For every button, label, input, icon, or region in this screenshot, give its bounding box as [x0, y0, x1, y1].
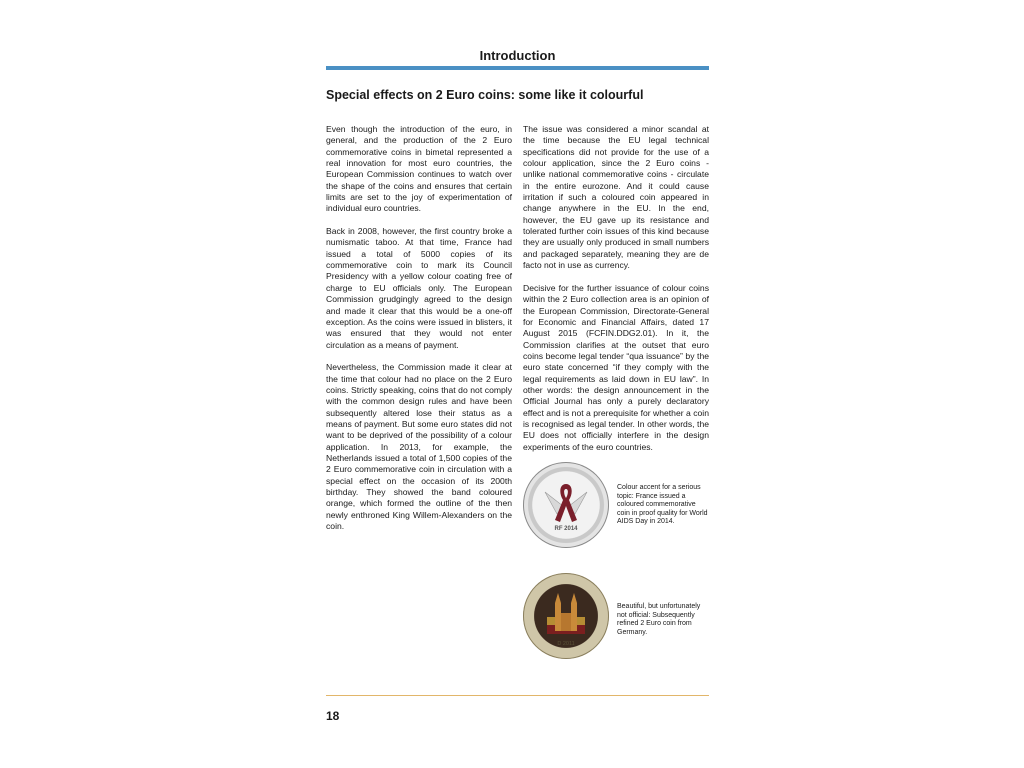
germany-cologne-coin-image	[523, 573, 609, 659]
figure-caption: Colour accent for a serious topic: France issued a coloured commemorative coin in proof quality for World AIDS Day in 2014.	[617, 484, 708, 526]
paragraph: Decisive for the further issuance of colour coins within the 2 Euro collection area is an opinion of the European Commission, Directorate-General for Economic and Financial Affairs, dated 17 August 2015 (FCFIN.DDG2.01). In it, the Commission clarifies at the outset that euro coins become legal tender “qua issuance” by the euro state concerned “if they comply with the legal requirements as laid down in EU law”. In other words: the design announcement in the Official Journal has only a purely declaratory effect and is not a prerequisite for whether a coin is recognised as legal tender. In other words, the EU does not officially interfere in the design experiments of the euro countries.	[523, 282, 709, 452]
coin-ribbon-icon	[523, 462, 609, 548]
coin-inscription: RF 2014	[554, 526, 578, 532]
paragraph: The issue was considered a minor scandal at the time because the EU legal technical specifications did not provide for the use of a colour application, since the 2 Euro coins - unlike national commemorative coins - circulate in the entire eurozone. And it could cause irritation if such a coloured coin appeared in change anywhere in the EU. In the end, however, the EU gave up its resistance and tolerated further coin issues of this kind because they are usually only produced in small numbers and packaged separately, meaning they are de facto not in use as currency.	[523, 124, 709, 271]
header-rule	[326, 66, 709, 70]
france-aids-coin-image	[523, 462, 609, 548]
page-number: 18	[326, 709, 340, 723]
right-column	[523, 124, 709, 464]
figure-caption: Beautiful, but unfortunately not official: Subsequently refined 2 Euro coin from Germany.	[617, 603, 701, 636]
coin-inscription: D 2011	[557, 641, 575, 647]
paragraph: Even though the introduction of the euro, in general, and the production of the 2 Euro commemorative coins in bimetal represented a real innovation for most euro countries, the European Commission continues to watch over the shape of the coins and ensures that certain limits are set to the joy of experimentation of individual euro countries.	[326, 124, 512, 214]
article-title: Special effects on 2 Euro coins: some like it colourful	[326, 88, 644, 102]
paragraph: Nevertheless, the Commission made it clear at the time that colour had no place on the 2 Euro coins. Strictly speaking, coins that do not comply with the common design rules and have been subsequently altered lose their status as a means of payment. But some euro states did not want to be deprived of the possibility of a colour application. In 2013, for example, the Netherlands issued a total of 1,500 copies of the 2 Euro commemorative coin in circulation with a special effect on the occasion of its 200th birthday. They showed the band coloured orange, which formed the outline of the then newly enthroned King Willem-Alexanders on the coin.	[326, 362, 512, 532]
document-page	[326, 0, 709, 768]
paragraph: Back in 2008, however, the first country broke a numismatic taboo. At that time, France had issued a total of 5000 copies of its commemorative coin to mark its Council Presidency with a yellow colour coating free of charge to EU officials only. The European Commission grudgingly agreed to the design and made it clear that this would be a one-off exception. As the coins were issued in blisters, it was ensured that they would not enter circulation as a means of payment.	[326, 226, 512, 350]
cathedral-icon	[523, 573, 609, 659]
section-header: Introduction	[479, 48, 556, 63]
left-column	[326, 124, 512, 544]
footer-rule	[326, 695, 709, 696]
